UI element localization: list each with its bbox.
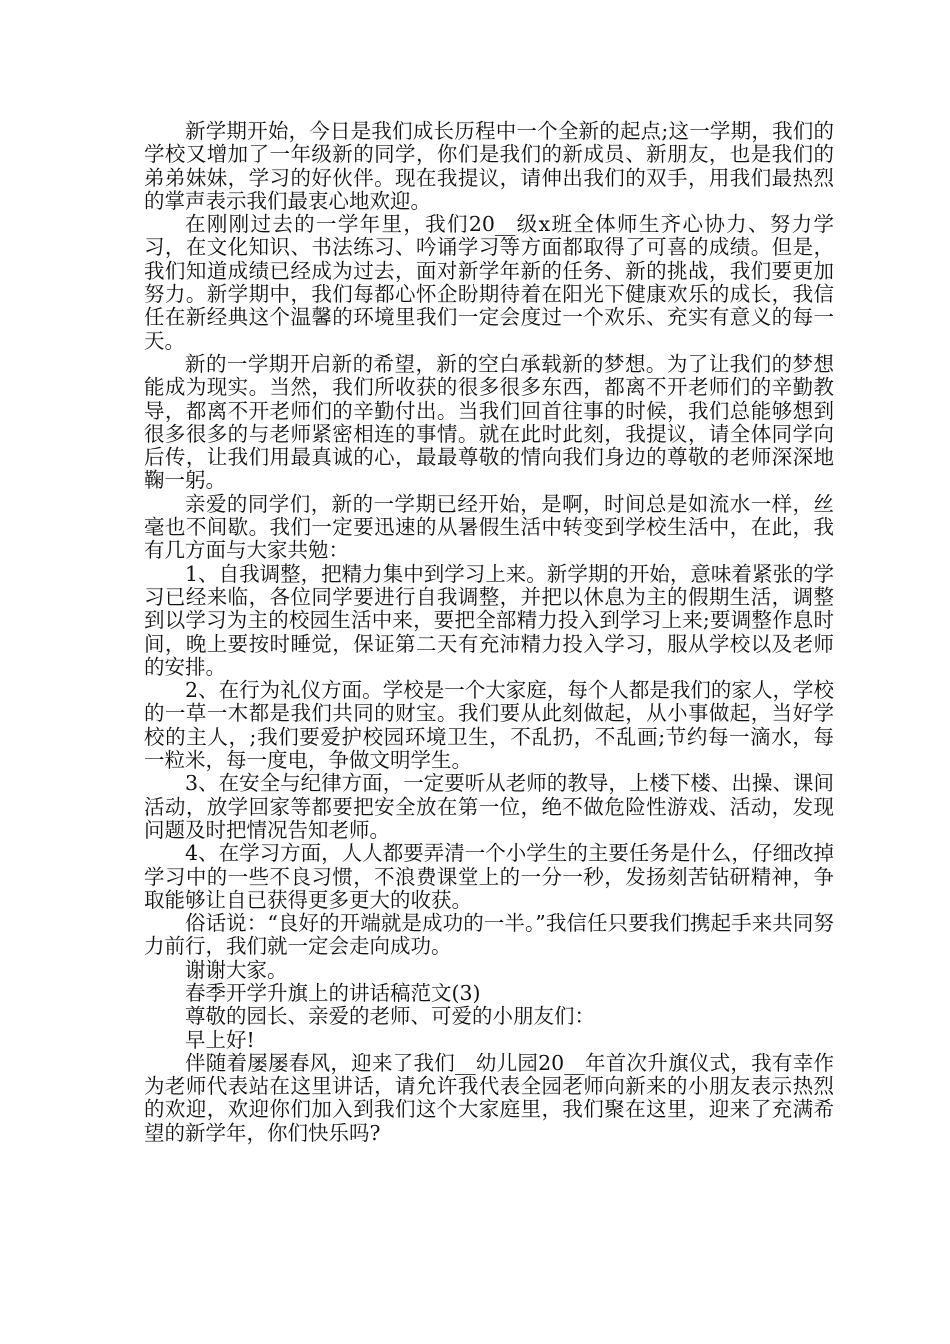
paragraph-1: 新学期开始，今日是我们成长历程中一个全新的起点;这一学期，我们的学校又增加了一年级新的同学，你们是我们的新成员、新朋友，也是我们的弟弟妹妹，学习的好伙伴。现在我提议，请伸出我们的双手，用我们最热烈的掌声表示我们最衷心地欢迎。 xyxy=(144,119,834,213)
paragraph-6: 2、在行为礼仪方面。学校是一个大家庭，每个人都是我们的家人，学校的一草一木都是我们共同的财宝。我们要从此刻做起，从小事做起，当好学校的主人，;我们要爱护校园环境卫生，不乱扔，不乱画;节约每一滴水，每一粒米，每一度电，争做文明学生。 xyxy=(144,678,834,773)
greeting: 早上好! xyxy=(185,1027,255,1052)
paragraph-5: 1、自我调整，把精力集中到学习上来。新学期的开始，意味着紧张的学习已经来临，各位同学要进行自我调整，并把以休息为主的假期生活，调整到以学习为主的校园生活中来，要把全部精力投入到学习上来;要调整作息时间，晚上要按时睡觉，保证第二天有充沛精力投入学习，服从学校以及老师的安排。 xyxy=(144,561,834,679)
paragraph-9: 俗话说：“良好的开端就是成功的一半。”我信任只要我们携起手来共同努力前行，我们就一定会走向成功。 xyxy=(144,911,834,959)
paragraph-7: 3、在安全与纪律方面，一定要听从老师的教导，上楼下楼、出操、课间活动，放学回家等都要把安全放在第一位，绝不做危险性游戏、活动，发现问题及时把情况告知老师。 xyxy=(144,771,834,842)
section-title: 春季开学升旗上的讲话稿范文(3) xyxy=(185,980,481,1005)
paragraph-10: 谢谢大家。 xyxy=(185,957,288,982)
paragraph-3: 新的一学期开启新的希望，新的空白承载新的梦想。为了让我们的梦想能成为现实。当然，我们所收获的很多很多东西，都离不开老师们的辛勤教导，都离不开老师们的辛勤付出。当我们回首往事的时候，我们总能够想到很多很多的与老师紧密相连的事情。就在此时此刻，我提议，请全体同学向后传，让我们用最真诚的心，最最尊敬的情向我们身边的尊敬的老师深深地鞠一躬。 xyxy=(144,351,834,493)
paragraph-2: 在刚刚过去的一学年里，我们20__级x班全体师生齐心协力、努力学习，在文化知识、书法练习、吟诵学习等方面都取得了可喜的成绩。但是，我们知道成绩已经成为过去，面对新学年新的任务、新的挑战，我们要更加努力。新学期中，我们每都心怀企盼期待着在阳光下健康欢乐的成长，我信任在新经典这个温馨的环境里我们一定会度过一个欢乐、充实有意义的每一天。 xyxy=(144,212,834,353)
salutation: 尊敬的园长、亲爱的老师、可爱的小朋友们： xyxy=(185,1004,595,1029)
document-body xyxy=(144,120,834,1145)
paragraph-8: 4、在学习方面，人人都要弄清一个小学生的主要任务是什么，仔细改掉学习中的一些不良习惯，不浪费课堂上的一分一秒，发扬刻苦钻研精神，争取能够让自已获得更多更大的收获。 xyxy=(144,841,834,912)
paragraph-4: 亲爱的同学们，新的一学期已经开始，是啊，时间总是如流水一样，丝毫也不间歇。我们一定要迅速的从暑假生活中转变到学校生活中，在此，我有几方面与大家共勉： xyxy=(144,491,834,563)
paragraph-14: 伴随着屡屡春风，迎来了我们__幼儿园20__年首次升旗仪式，我有幸作为老师代表站在这里讲话，请允许我代表全园老师向新来的小朋友表示热烈的欢迎，欢迎你们加入到我们这个大家庭里，我们聚在这里，迎来了充满希望的新学年，你们快乐吗? xyxy=(144,1050,834,1145)
